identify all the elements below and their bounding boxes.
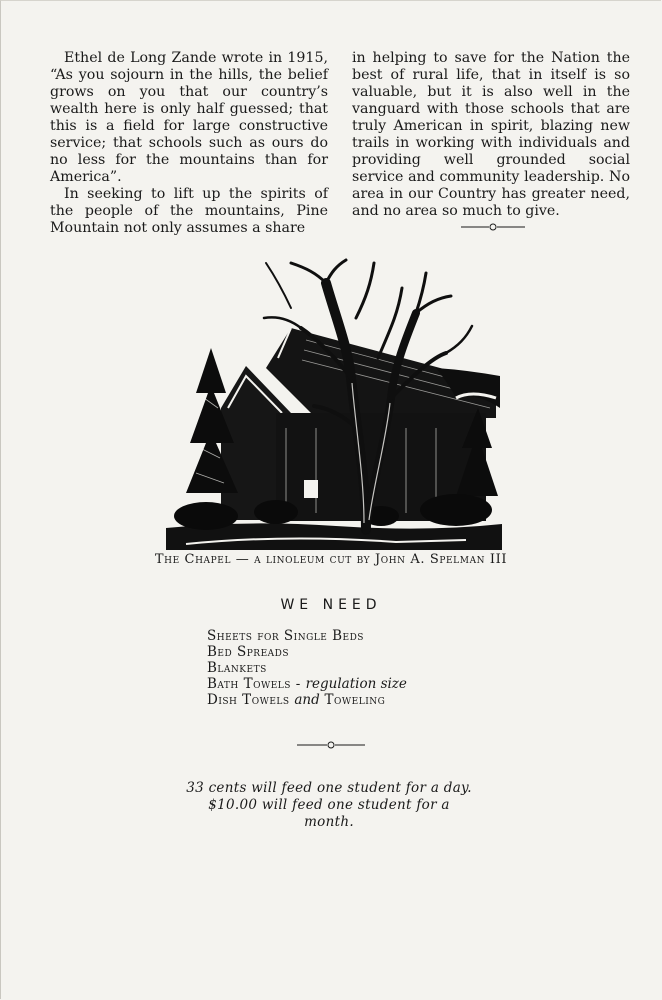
item-conjunction: and xyxy=(294,692,320,708)
caption-title: The Chapel xyxy=(154,552,232,567)
needs-list xyxy=(207,628,407,708)
chapel-linocut-image xyxy=(166,258,502,550)
list-item: Sheets for Single Beds xyxy=(207,628,364,644)
paragraph-quote: Ethel de Long Zande wrote in 1915, “As you sojourn in the hills, the belief grows on you that our country’s wealth here is only half guessed; that this is a field for large constructive service; that schools such as ours do no less for the mountains than for America”. xyxy=(50,50,328,185)
closing-note: 33 cents will feed one student for a day. $10.00 will feed one student for a month. xyxy=(186,780,472,830)
list-item: Blankets xyxy=(207,660,267,676)
paragraph-continuation: in helping to save for the Nation the best of rural life, that in itself is so valuable, but it is also well in the vanguard with those schools that are truly American in spirit, blazing new trails in working with individuals and providing well grounded social service and community leadership. No area in our Country has greater need, and no area so much to give. xyxy=(352,50,630,219)
ornament-divider xyxy=(461,222,525,232)
item-note: regulation size xyxy=(305,676,407,692)
list-item: Dish Towels and Toweling xyxy=(207,692,386,708)
left-column xyxy=(50,50,328,237)
caption-credit: a linoleum cut by John A. Spelman III xyxy=(254,552,508,567)
paragraph-pine-mountain: In seeking to lift up the spirits of the people of the mountains, Pine Mountain not only assumes a share xyxy=(50,186,328,236)
article-columns xyxy=(50,50,630,237)
ornament-divider xyxy=(297,740,365,750)
image-caption xyxy=(0,552,662,567)
list-item: Bath Towels - regulation size xyxy=(207,676,407,692)
caption-dash: — xyxy=(231,552,255,567)
list-item: Bed Spreads xyxy=(207,644,290,660)
right-column xyxy=(352,50,630,237)
we-need-heading: WE NEED xyxy=(280,597,382,613)
